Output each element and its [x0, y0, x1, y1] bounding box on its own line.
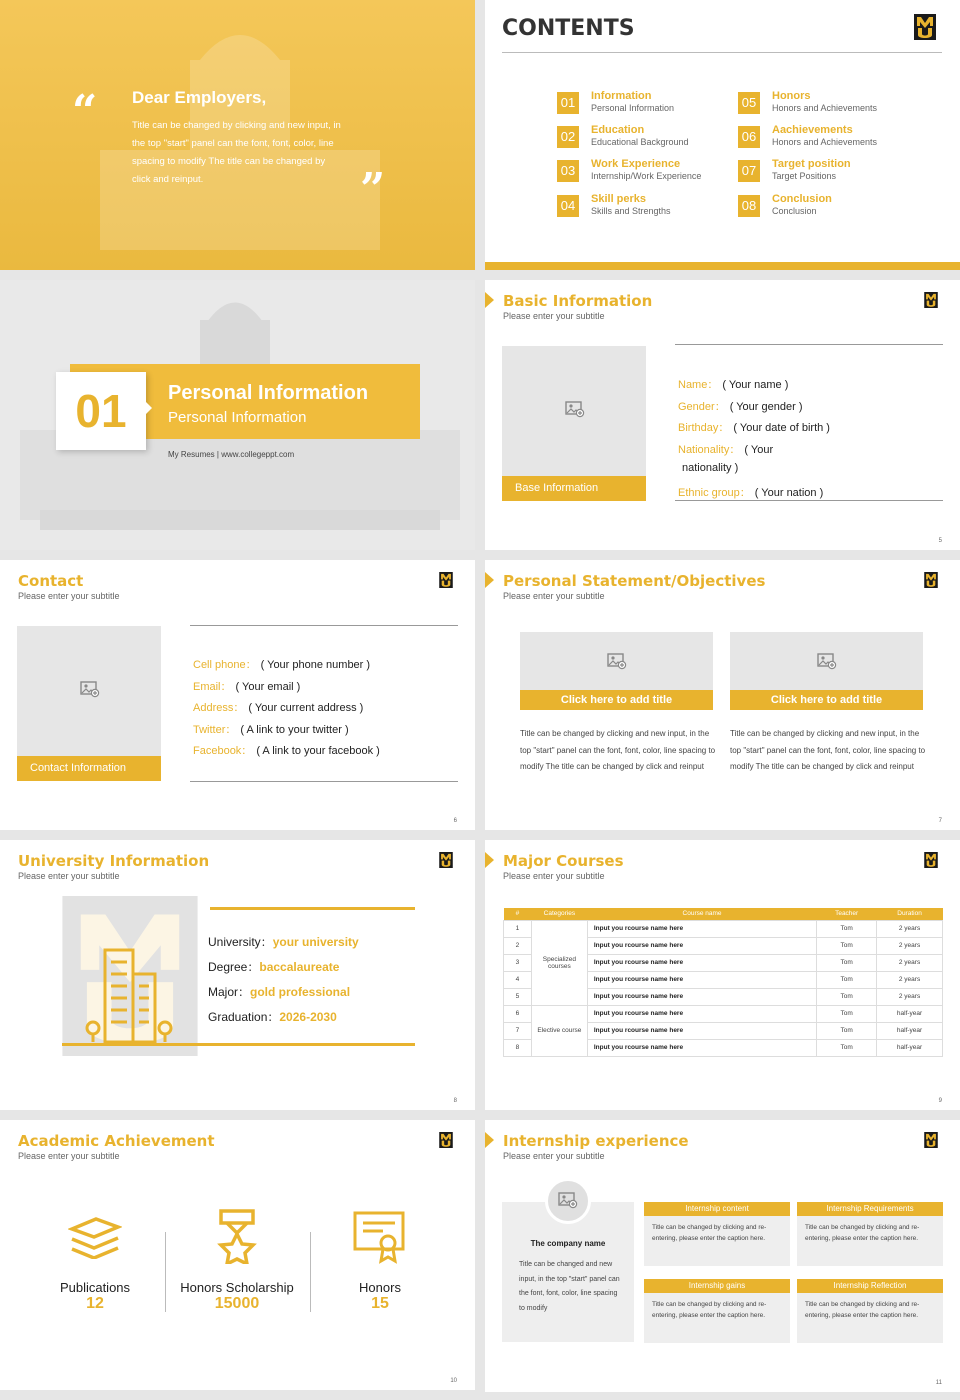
cell-teacher[interactable]: Tom — [817, 1039, 877, 1056]
internship-box-text: Title can be changed by clicking and re-entering, please enter the caption here. — [805, 1224, 920, 1242]
university-row-label: Degree： — [208, 960, 260, 974]
cell-teacher[interactable]: Tom — [817, 1005, 877, 1022]
contents-item-title: Aachievements — [772, 124, 853, 136]
internship-box[interactable] — [797, 1202, 943, 1266]
slide-subtitle[interactable]: Please enter your subtitle — [18, 1151, 120, 1161]
internship-box-title: Internship gains — [644, 1279, 790, 1293]
internship-box[interactable] — [644, 1279, 790, 1343]
field-label: Birthday： — [678, 422, 730, 434]
image-placeholder-icon[interactable] — [565, 400, 585, 418]
contents-item-number: 07 — [738, 160, 760, 182]
slide-title[interactable]: Academic Achievement — [18, 1132, 215, 1150]
field-label: Cell phone： — [193, 659, 257, 671]
number-pointer — [146, 402, 152, 414]
achievement-value: 15000 — [214, 1295, 260, 1312]
slide-title[interactable]: Personal Statement/Objectives — [503, 572, 766, 590]
cell-category: Specialized courses — [531, 920, 587, 1005]
slide-contact[interactable] — [0, 560, 475, 830]
title-divider — [502, 52, 942, 53]
cell-number: 5 — [504, 988, 532, 1005]
cell-number: 8 — [504, 1039, 532, 1056]
contents-item[interactable] — [738, 193, 908, 219]
title-arrow-icon — [485, 852, 494, 868]
field-label: Ethnic group： — [678, 486, 751, 499]
cell-duration[interactable]: half-year — [877, 1005, 943, 1022]
company-name[interactable]: The company name — [530, 1239, 606, 1248]
slide-contents[interactable] — [485, 0, 960, 270]
university-row-value: 2026-2030 — [279, 1010, 337, 1024]
page-number: 6 — [453, 818, 457, 824]
achievement-publications — [25, 1280, 165, 1313]
courses-table — [503, 908, 943, 1057]
mu-logo-icon — [439, 1132, 453, 1148]
mu-logo-icon — [439, 572, 453, 588]
university-row[interactable] — [208, 983, 350, 1000]
contents-item[interactable] — [557, 158, 727, 184]
cell-number: 7 — [504, 1022, 532, 1039]
cell-duration[interactable]: 2 years — [877, 988, 943, 1005]
title-arrow-icon — [485, 1132, 494, 1148]
slide-personal-statement[interactable] — [485, 560, 960, 830]
slide-title[interactable]: Major Courses — [503, 852, 624, 870]
field-row[interactable] — [193, 678, 300, 694]
field-value: ( Your gender ) — [729, 400, 803, 413]
divider — [165, 1232, 166, 1312]
achievement-honors — [310, 1280, 450, 1313]
photo-label: Base Information — [502, 476, 646, 501]
top-rule — [190, 625, 458, 626]
slide-major-courses[interactable] — [485, 840, 960, 1110]
slide-subtitle[interactable]: Please enter your subtitle — [503, 1151, 605, 1161]
contents-item-title: Target position — [772, 158, 851, 170]
card-title-button[interactable]: Click here to add title — [730, 690, 923, 710]
contents-title: CONTENTS — [502, 16, 635, 41]
field-row[interactable] — [678, 376, 788, 392]
medal-icon — [215, 1208, 259, 1264]
field-row[interactable] — [678, 484, 823, 500]
university-row[interactable] — [208, 958, 339, 975]
slide-subtitle[interactable]: Please enter your subtitle — [503, 311, 605, 321]
contents-item-subtitle: Internship/Work Experience — [591, 171, 702, 181]
contents-item-subtitle: Target Positions — [772, 171, 837, 181]
cell-duration[interactable]: half-year — [877, 1039, 943, 1056]
section-subtitle[interactable]: Personal Information — [168, 409, 307, 426]
field-label: Email： — [193, 680, 232, 693]
contents-item-number: 06 — [738, 126, 760, 148]
slide-cover-letter[interactable] — [0, 0, 475, 270]
field-row[interactable] — [193, 699, 363, 715]
slide-subtitle[interactable]: Please enter your subtitle — [18, 871, 120, 881]
books-icon — [68, 1215, 122, 1259]
cell-number: 3 — [504, 954, 532, 971]
page-number: 9 — [938, 1098, 942, 1104]
slide-subtitle[interactable]: Please enter your subtitle — [503, 871, 605, 881]
cell-teacher[interactable]: Tom — [817, 1022, 877, 1039]
close-quote-icon: ” — [360, 164, 386, 215]
top-rule — [210, 907, 415, 910]
cell-course[interactable]: Input you rcourse name here — [587, 920, 816, 937]
achievement-label: Publications — [59, 1280, 131, 1295]
field-value: ( Your name ) — [722, 379, 789, 391]
university-row-value: gold professional — [250, 985, 351, 999]
mu-logo-icon — [914, 14, 936, 40]
contents-item-subtitle: Skills and Strengths — [591, 206, 671, 216]
page-number: 7 — [938, 818, 942, 824]
field-value: ( Your — [744, 443, 774, 456]
mu-logo-icon — [439, 852, 453, 868]
section-title[interactable]: Personal Information — [168, 382, 369, 404]
slide-internship-experience[interactable] — [485, 1120, 960, 1392]
title-arrow-icon — [485, 292, 494, 308]
field-row[interactable] — [678, 441, 773, 457]
field-label: Gender： — [678, 400, 726, 413]
field-value: ( Your date of birth ) — [733, 422, 830, 434]
contents-item-subtitle: Conclusion — [772, 206, 817, 216]
cell-number: 2 — [504, 937, 532, 954]
university-row[interactable] — [208, 1008, 337, 1025]
contents-item[interactable] — [557, 124, 727, 150]
contents-item-subtitle: Honors and Achievements — [772, 137, 878, 147]
contents-item-number: 01 — [557, 92, 579, 114]
contents-item-number: 05 — [738, 92, 760, 114]
university-row-label: University： — [208, 935, 273, 949]
cell-number: 4 — [504, 971, 532, 988]
mu-logo-icon — [924, 852, 938, 868]
contents-item-title: Education — [591, 124, 645, 136]
bottom-rule — [190, 781, 458, 782]
field-value: nationality ) — [682, 462, 739, 474]
card-title-button[interactable]: Click here to add title — [520, 690, 713, 710]
university-row-value: baccalaureate — [259, 960, 340, 974]
cell-number: 6 — [504, 1005, 532, 1022]
cell-teacher[interactable]: Tom — [817, 954, 877, 971]
cell-teacher[interactable]: Tom — [817, 971, 877, 988]
city-buildings-icon — [85, 940, 175, 1045]
photo-label: Contact Information — [17, 756, 161, 781]
cell-course[interactable]: Input you rcourse name here — [587, 937, 816, 954]
image-placeholder-icon[interactable] — [80, 680, 100, 698]
image-placeholder-icon[interactable] — [607, 652, 627, 670]
contents-item[interactable] — [738, 90, 908, 116]
university-row[interactable] — [208, 933, 359, 950]
cell-course[interactable]: Input you rcourse name here — [587, 988, 816, 1005]
cell-duration[interactable]: 2 years — [877, 920, 943, 937]
cell-duration[interactable]: 2 years — [877, 971, 943, 988]
internship-box-text: Title can be changed by clicking and re-entering, please enter the caption here. — [805, 1301, 920, 1319]
field-row[interactable] — [678, 419, 830, 435]
table-row — [504, 920, 943, 937]
open-quote-icon: “ — [72, 86, 98, 137]
slide-subtitle[interactable]: Please enter your subtitle — [18, 591, 120, 601]
page-number: 10 — [450, 1378, 457, 1384]
field-value: ( Your phone number ) — [260, 659, 371, 671]
page-number: 8 — [453, 1098, 457, 1104]
bottom-rule — [675, 500, 943, 501]
internship-box-title: Internship Requirements — [797, 1202, 943, 1216]
col-header-duration: Duration — [877, 908, 943, 920]
page-number: 5 — [938, 538, 942, 544]
cell-teacher[interactable]: Tom — [817, 988, 877, 1005]
internship-box-title: Internship Reflection — [797, 1279, 943, 1293]
achievement-label: Honors Scholarship — [180, 1280, 294, 1295]
achievement-scholarship — [167, 1280, 307, 1313]
field-row[interactable] — [193, 721, 349, 737]
top-rule — [675, 344, 943, 345]
cell-course[interactable]: Input you rcourse name here — [587, 1022, 816, 1039]
cell-teacher[interactable]: Tom — [817, 920, 877, 937]
slide-title[interactable]: University Information — [18, 852, 210, 870]
contents-item[interactable] — [738, 124, 908, 150]
cell-course[interactable]: Input you rcourse name here — [587, 1039, 816, 1056]
col-header-course: Course name — [587, 908, 816, 920]
cell-duration[interactable]: 2 years — [877, 954, 943, 971]
letter-body[interactable]: Title can be changed by clicking and new input, in the top "start" panel can the font, font, color, line spacing to modify The title can be changed by click and reinput. — [132, 120, 341, 185]
cell-number: 1 — [504, 920, 532, 937]
cell-duration[interactable]: half-year — [877, 1022, 943, 1039]
contents-item-number: 04 — [557, 195, 579, 217]
slide-basic-information[interactable] — [485, 280, 960, 550]
contents-item-title: Skill perks — [591, 193, 647, 205]
cell-course[interactable]: Input you rcourse name here — [587, 1005, 816, 1022]
contents-item-number: 08 — [738, 195, 760, 217]
mu-logo-icon — [924, 1132, 938, 1148]
table-row — [504, 1005, 943, 1022]
slide-academic-achievement[interactable] — [0, 1120, 475, 1390]
field-label: Address： — [193, 702, 245, 714]
slide-title[interactable]: Basic Information — [503, 292, 653, 310]
cell-category: Elective course — [531, 1005, 587, 1056]
title-arrow-icon — [485, 572, 494, 588]
field-label: Nationality： — [678, 443, 741, 456]
university-row-label: Graduation： — [208, 1010, 280, 1024]
internship-box-title: Internship content — [644, 1202, 790, 1216]
field-row[interactable] — [193, 742, 380, 758]
contents-item[interactable] — [738, 158, 908, 184]
cell-course[interactable]: Input you rcourse name here — [587, 971, 816, 988]
cell-duration[interactable]: 2 years — [877, 937, 943, 954]
slide-section-personal[interactable] — [0, 280, 475, 550]
field-label: Facebook： — [193, 745, 253, 757]
mu-logo-icon — [924, 572, 938, 588]
company-text[interactable]: Title can be changed and new input, in the top "start" panel can the font, font, color, line spacing to modify — [519, 1261, 620, 1312]
col-header-number: # — [504, 908, 532, 920]
achievement-value: 12 — [86, 1295, 104, 1312]
image-placeholder-icon[interactable] — [817, 652, 837, 670]
section-meta: My Resumes | www.collegeppt.com — [168, 450, 295, 459]
contents-item-title: Information — [591, 90, 652, 102]
field-value: ( Your current address ) — [248, 702, 364, 714]
contents-item-subtitle: Honors and Achievements — [772, 103, 878, 113]
slide-university-information[interactable] — [0, 840, 475, 1110]
internship-box-text: Title can be changed by clicking and re-entering, please enter the caption here. — [652, 1301, 767, 1319]
internship-box-text: Title can be changed by clicking and re-entering, please enter the caption here. — [652, 1224, 767, 1242]
contents-item-title: Conclusion — [772, 193, 832, 205]
section-number: 01 — [56, 372, 146, 450]
cell-course[interactable]: Input you rcourse name here — [587, 954, 816, 971]
card-text[interactable]: Title can be changed by clicking and new input, in the top "start" panel can the font, font, color, line spacing to modify The title can be changed by click and reinput — [730, 729, 926, 771]
field-row[interactable] — [678, 462, 738, 474]
cell-teacher[interactable]: Tom — [817, 937, 877, 954]
contents-item[interactable] — [557, 193, 727, 219]
university-row-label: Major： — [208, 985, 251, 999]
internship-box[interactable] — [644, 1202, 790, 1266]
field-value: ( Your email ) — [235, 680, 301, 693]
certificate-icon — [352, 1210, 406, 1264]
contents-item-number: 03 — [557, 160, 579, 182]
contents-item-title: Work Experience — [591, 158, 681, 170]
field-value: ( A link to your facebook ) — [256, 745, 380, 757]
field-value: ( Your nation ) — [754, 486, 824, 499]
contents-item-title: Honors — [772, 90, 811, 102]
col-header-teacher: Teacher — [817, 908, 877, 920]
image-placeholder-icon[interactable] — [558, 1191, 578, 1209]
contents-item-number: 02 — [557, 126, 579, 148]
contents-item[interactable] — [557, 90, 727, 116]
slide-title[interactable]: Internship experience — [503, 1132, 689, 1150]
slide-title[interactable]: Contact — [18, 572, 84, 590]
col-header-categories: Categories — [531, 908, 587, 920]
field-value: ( A link to your twitter ) — [240, 723, 349, 736]
bottom-bar — [485, 262, 960, 270]
field-row[interactable] — [193, 656, 370, 672]
card-text[interactable]: Title can be changed by clicking and new input, in the top "start" panel can the font, font, color, line spacing to modify The title can be changed by click and reinput — [520, 729, 716, 771]
internship-box[interactable] — [797, 1279, 943, 1343]
university-row-value: your university — [272, 935, 359, 949]
field-label: Name： — [678, 379, 719, 391]
contents-item-subtitle: Personal Information — [591, 103, 675, 113]
achievement-value: 15 — [371, 1295, 389, 1312]
contents-item-subtitle: Educational Background — [591, 137, 689, 147]
page-number: 11 — [935, 1380, 942, 1386]
field-row[interactable] — [678, 398, 802, 414]
achievement-label: Honors — [359, 1280, 401, 1295]
mu-logo-icon — [924, 292, 938, 308]
slide-subtitle[interactable]: Please enter your subtitle — [503, 591, 605, 601]
letter-heading[interactable]: Dear Employers, — [132, 88, 267, 107]
field-label: Twitter： — [193, 723, 237, 736]
